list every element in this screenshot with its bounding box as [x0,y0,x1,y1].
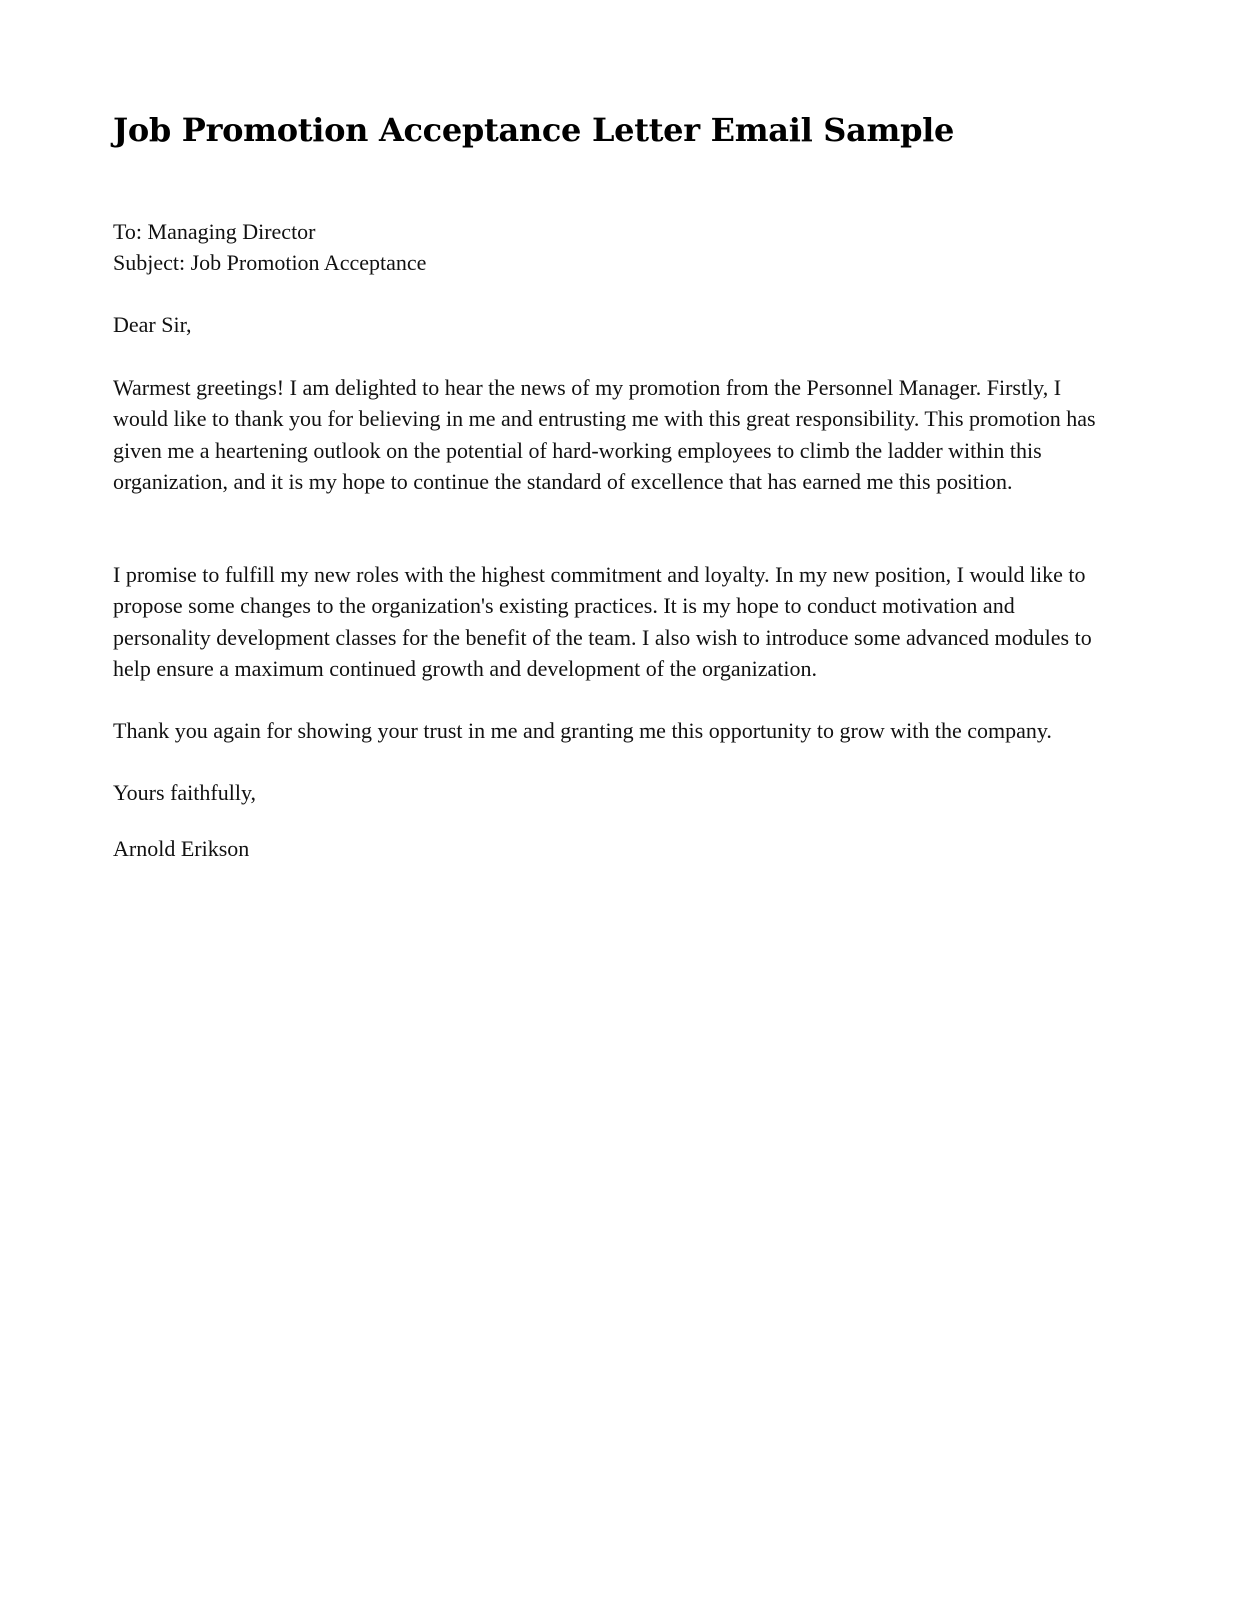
signature-name: Arnold Erikson [113,836,250,861]
salutation: Dear Sir, [113,312,192,337]
letter-header [113,216,426,279]
body-paragraph-2: I promise to fulfill my new roles with the highest commitment and loyalty. In my new position, I would like to propose some changes to the organization's existing practices. It is my hope to conduct motivation and personality development classes for the benefit of the team. I also wish to introduce some advanced modules to help ensure a maximum continued growth and development of the organization. [113,562,1092,681]
body-paragraph-1: Warmest greetings! I am delighted to hear the news of my promotion from the Personnel Manager. Firstly, I would like to thank you for believing in me and entrusting me with this great responsibility. This promotion has given me a heartening outlook on the potential of hard-working employees to climb the ladder within this organization, and it is my hope to continue the standard of excellence that has earned me this position. [113,375,1096,494]
page-title: Job Promotion Acceptance Letter Email Sample [113,111,955,149]
recipient-line: To: Managing Director [113,219,316,244]
subject-line: Subject: Job Promotion Acceptance [113,250,427,276]
body-paragraph-3: Thank you again for showing your trust in me and granting me this opportunity to grow with the company. [113,718,1052,743]
closing: Yours faithfully, [113,780,257,805]
